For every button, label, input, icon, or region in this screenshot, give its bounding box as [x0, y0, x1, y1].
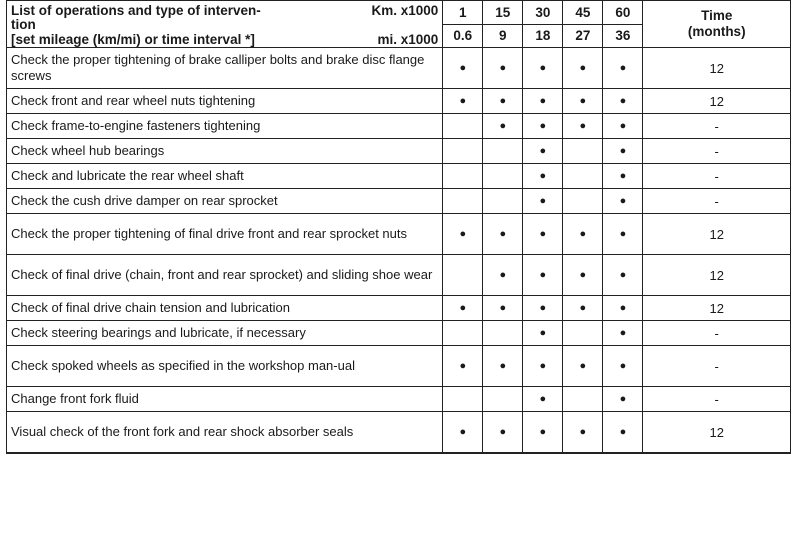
- scheduled-dot-icon: ●: [523, 164, 563, 189]
- table-row: [7, 89, 791, 114]
- scheduled-dot-icon: ●: [523, 387, 563, 412]
- scheduled-dot-icon: ●: [523, 114, 563, 139]
- scheduled-dot-icon: ●: [523, 48, 563, 89]
- time-interval-value: -: [643, 346, 791, 387]
- table-row: [7, 412, 791, 454]
- time-interval-value: -: [643, 114, 791, 139]
- operation-description: Check wheel hub bearings: [7, 139, 443, 164]
- operation-description: Check steering bearings and lubricate, if necessary: [7, 321, 443, 346]
- operation-description: Check the cush drive damper on rear sprocket: [7, 189, 443, 214]
- operation-description: Check of final drive chain tension and lubrication: [7, 296, 443, 321]
- mi-interval-1: 0.6: [443, 24, 483, 48]
- scheduled-dot-icon: ●: [563, 255, 603, 296]
- empty-interval-cell: [483, 164, 523, 189]
- mi-interval-4: 27: [563, 24, 603, 48]
- empty-interval-cell: [443, 114, 483, 139]
- scheduled-dot-icon: ●: [603, 114, 643, 139]
- scheduled-dot-icon: ●: [563, 114, 603, 139]
- empty-interval-cell: [563, 189, 603, 214]
- scheduled-dot-icon: ●: [483, 296, 523, 321]
- scheduled-dot-icon: ●: [443, 346, 483, 387]
- empty-interval-cell: [443, 189, 483, 214]
- empty-interval-cell: [443, 255, 483, 296]
- scheduled-dot-icon: ●: [603, 296, 643, 321]
- scheduled-dot-icon: ●: [523, 89, 563, 114]
- operation-description: Check spoked wheels as specified in the workshop man-ual: [7, 346, 443, 387]
- scheduled-dot-icon: ●: [563, 89, 603, 114]
- scheduled-dot-icon: ●: [523, 296, 563, 321]
- operation-description: Check and lubricate the rear wheel shaft: [7, 164, 443, 189]
- scheduled-dot-icon: ●: [483, 255, 523, 296]
- operation-description: Check frame-to-engine fasteners tightening: [7, 114, 443, 139]
- time-interval-value: 12: [643, 89, 791, 114]
- table-row: [7, 296, 791, 321]
- time-interval-value: -: [643, 164, 791, 189]
- table-row: [7, 114, 791, 139]
- scheduled-dot-icon: ●: [483, 346, 523, 387]
- operations-label-line2: tion: [11, 17, 36, 32]
- km-unit-label: Km. x1000: [371, 3, 439, 18]
- scheduled-dot-icon: ●: [523, 346, 563, 387]
- time-interval-value: 12: [643, 412, 791, 454]
- scheduled-dot-icon: ●: [523, 255, 563, 296]
- operations-list: [7, 48, 791, 454]
- km-interval-2: 15: [483, 1, 523, 25]
- empty-interval-cell: [443, 164, 483, 189]
- time-interval-value: 12: [643, 214, 791, 255]
- mi-interval-5: 36: [603, 24, 643, 48]
- scheduled-dot-icon: ●: [603, 255, 643, 296]
- empty-interval-cell: [563, 321, 603, 346]
- scheduled-dot-icon: ●: [603, 189, 643, 214]
- scheduled-dot-icon: ●: [603, 89, 643, 114]
- scheduled-dot-icon: ●: [603, 48, 643, 89]
- time-header: [643, 1, 791, 48]
- scheduled-dot-icon: ●: [443, 412, 483, 454]
- operation-description: Visual check of the front fork and rear shock absorber seals: [7, 412, 443, 454]
- empty-interval-cell: [563, 139, 603, 164]
- table-row: [7, 214, 791, 255]
- scheduled-dot-icon: ●: [443, 296, 483, 321]
- operations-label-line1: List of operations and type of interven-: [11, 3, 261, 18]
- empty-interval-cell: [563, 164, 603, 189]
- operation-description: Change front fork fluid: [7, 387, 443, 412]
- scheduled-dot-icon: ●: [563, 296, 603, 321]
- time-interval-value: -: [643, 189, 791, 214]
- operations-header: [7, 1, 443, 48]
- mi-unit-label: mi. x1000: [377, 32, 439, 47]
- empty-interval-cell: [443, 139, 483, 164]
- scheduled-dot-icon: ●: [523, 139, 563, 164]
- scheduled-dot-icon: ●: [443, 48, 483, 89]
- header-row-km: [7, 1, 791, 25]
- maintenance-schedule-table: [6, 0, 791, 454]
- table-row: [7, 189, 791, 214]
- empty-interval-cell: [483, 139, 523, 164]
- operation-description: Check the proper tightening of final drive front and rear sprocket nuts: [7, 214, 443, 255]
- table-row: [7, 387, 791, 412]
- scheduled-dot-icon: ●: [483, 114, 523, 139]
- table-row: [7, 346, 791, 387]
- table-row: [7, 164, 791, 189]
- scheduled-dot-icon: ●: [523, 321, 563, 346]
- scheduled-dot-icon: ●: [483, 214, 523, 255]
- scheduled-dot-icon: ●: [483, 48, 523, 89]
- scheduled-dot-icon: ●: [483, 412, 523, 454]
- scheduled-dot-icon: ●: [443, 89, 483, 114]
- scheduled-dot-icon: ●: [523, 412, 563, 454]
- table-row: [7, 255, 791, 296]
- scheduled-dot-icon: ●: [523, 214, 563, 255]
- empty-interval-cell: [563, 387, 603, 412]
- time-interval-value: -: [643, 139, 791, 164]
- scheduled-dot-icon: ●: [603, 321, 643, 346]
- time-interval-value: -: [643, 321, 791, 346]
- scheduled-dot-icon: ●: [563, 412, 603, 454]
- scheduled-dot-icon: ●: [603, 214, 643, 255]
- scheduled-dot-icon: ●: [563, 346, 603, 387]
- scheduled-dot-icon: ●: [603, 346, 643, 387]
- scheduled-dot-icon: ●: [563, 48, 603, 89]
- scheduled-dot-icon: ●: [483, 89, 523, 114]
- time-unit-label: (months): [687, 24, 746, 39]
- operation-description: Check the proper tightening of brake calliper bolts and brake disc flange screws: [7, 48, 443, 89]
- time-label: Time: [701, 8, 733, 23]
- table-row: [7, 139, 791, 164]
- mi-interval-2: 9: [483, 24, 523, 48]
- scheduled-dot-icon: ●: [603, 164, 643, 189]
- scheduled-dot-icon: ●: [523, 189, 563, 214]
- empty-interval-cell: [483, 189, 523, 214]
- time-interval-value: 12: [643, 296, 791, 321]
- mi-interval-3: 18: [523, 24, 563, 48]
- operation-description: Check of final drive (chain, front and rear sprocket) and sliding shoe wear: [7, 255, 443, 296]
- scheduled-dot-icon: ●: [443, 214, 483, 255]
- empty-interval-cell: [443, 321, 483, 346]
- empty-interval-cell: [443, 387, 483, 412]
- km-interval-4: 45: [563, 1, 603, 25]
- time-interval-value: 12: [643, 48, 791, 89]
- km-interval-5: 60: [603, 1, 643, 25]
- time-interval-value: -: [643, 387, 791, 412]
- scheduled-dot-icon: ●: [603, 139, 643, 164]
- operation-description: Check front and rear wheel nuts tightening: [7, 89, 443, 114]
- time-interval-value: 12: [643, 255, 791, 296]
- scheduled-dot-icon: ●: [603, 412, 643, 454]
- table-row: [7, 321, 791, 346]
- km-interval-1: 1: [443, 1, 483, 25]
- empty-interval-cell: [483, 387, 523, 412]
- maintenance-table-container: [6, 0, 791, 454]
- operations-label-line3: [set mileage (km/mi) or time interval *]: [11, 32, 255, 47]
- table-row: [7, 48, 791, 89]
- scheduled-dot-icon: ●: [603, 387, 643, 412]
- km-interval-3: 30: [523, 1, 563, 25]
- scheduled-dot-icon: ●: [563, 214, 603, 255]
- empty-interval-cell: [483, 321, 523, 346]
